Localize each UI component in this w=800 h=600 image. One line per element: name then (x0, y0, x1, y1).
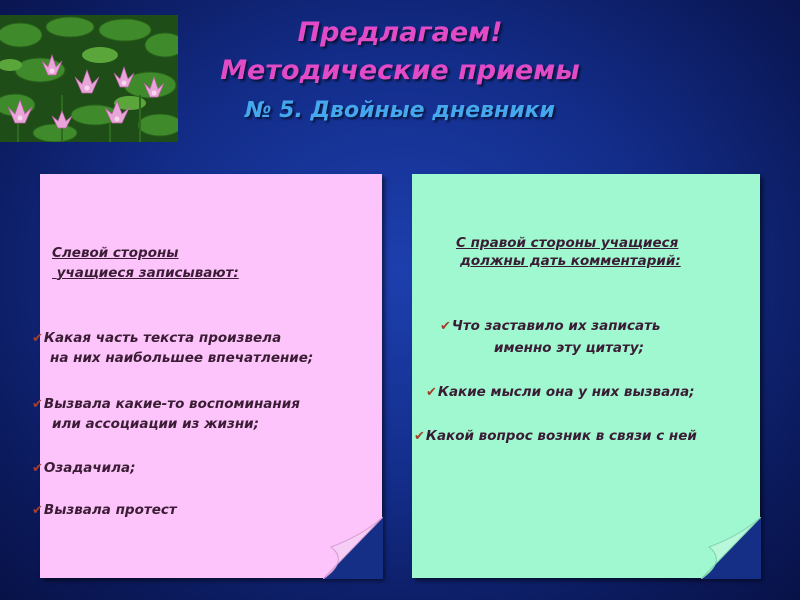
right-item-3: ✔Какой вопрос возник в связи с ней (414, 428, 697, 444)
left-item-2: ✔Вызвала какие-то воспоминания (32, 396, 300, 412)
left-note (32, 174, 382, 578)
slide-title (180, 14, 620, 130)
left-heading-line-2: учащиеся записывают: (56, 265, 239, 281)
water-lilies-photo (0, 15, 178, 142)
left-item-2-cont: или ассоциации из жизни; (52, 416, 260, 432)
left-item-1-cont: на них наибольшее впечатление; (50, 350, 314, 366)
left-item-1: ✔Какая часть текста произвела (32, 330, 282, 346)
page-curl-icon (323, 517, 383, 579)
right-note (412, 174, 760, 578)
checkmark-icon: ✔ (32, 461, 43, 476)
checkmark-icon: ✔ (32, 397, 43, 412)
right-heading-line-2: должны дать комментарий: (460, 253, 681, 269)
left-item-3: ✔Озадачила; (32, 460, 136, 476)
checkmark-icon: ✔ (32, 503, 43, 518)
checkmark-icon: ✔ (426, 385, 437, 400)
right-item-1-cont: именно эту цитату; (494, 340, 645, 356)
title-line-1: Предлагаем! (297, 17, 503, 48)
left-item-4: ✔Вызвала протест (32, 502, 177, 518)
checkmark-icon: ✔ (414, 429, 425, 444)
checkmark-icon: ✔ (440, 319, 451, 334)
checkmark-icon: ✔ (32, 331, 43, 346)
left-heading-line-1: Слевой стороны (52, 245, 179, 261)
right-heading-line-1: С правой стороны учащиеся (456, 235, 679, 251)
right-item-2: ✔Какие мысли она у них вызвала; (426, 384, 695, 400)
title-line-3: № 5. Двойные дневники (245, 98, 555, 123)
title-line-2: Методические приемы (220, 55, 580, 86)
right-item-1: ✔Что заставило их записать (440, 318, 661, 334)
page-curl-icon (701, 517, 761, 579)
